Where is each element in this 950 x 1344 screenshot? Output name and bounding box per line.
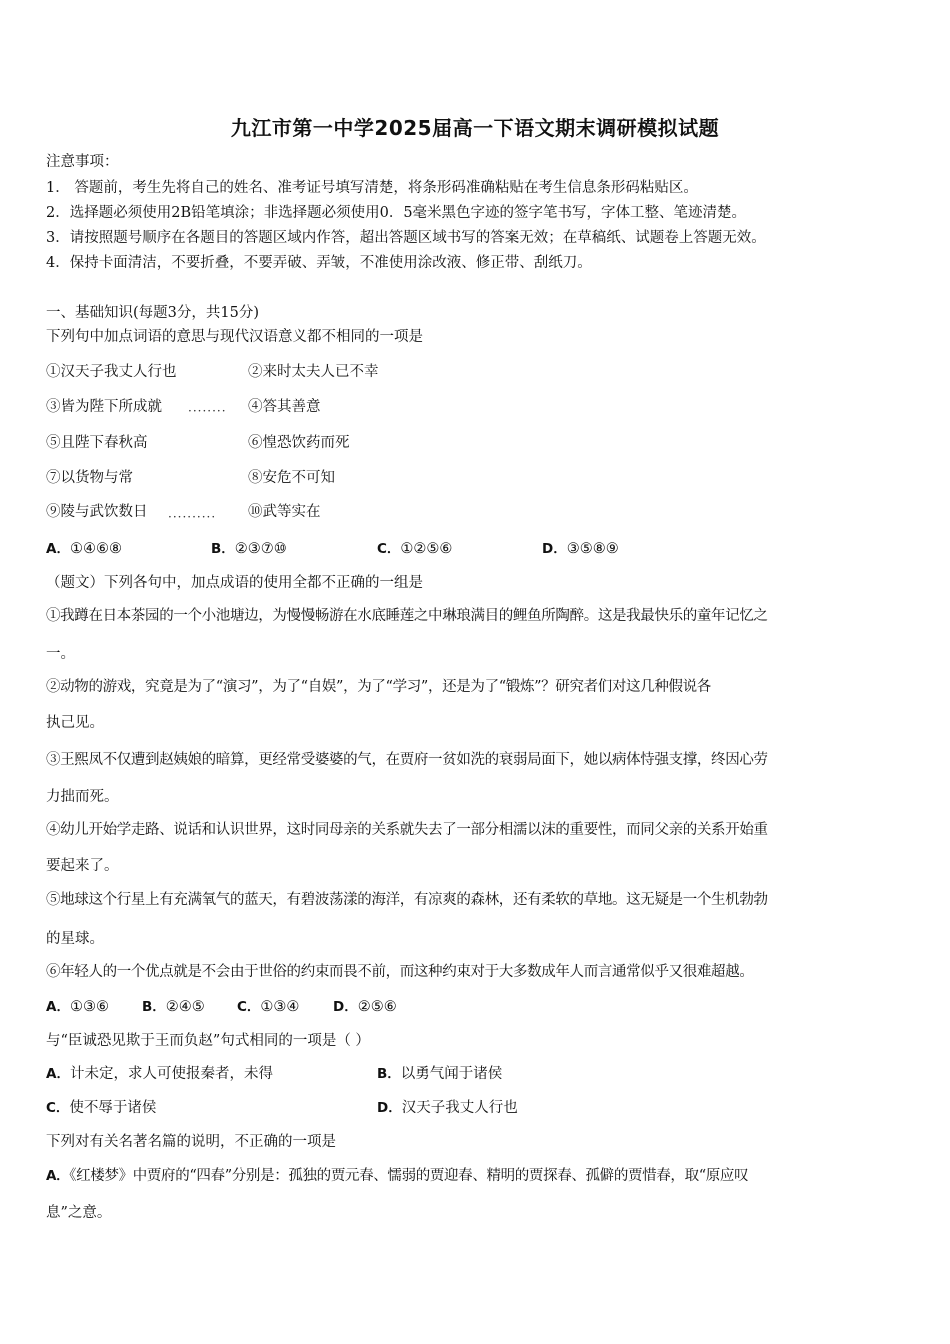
q2-option-c[interactable]: C．①③④ — [237, 999, 300, 1015]
section-heading: 一、基础知识(每题3分，共15分) — [46, 305, 259, 321]
q3-option-c[interactable]: C．使不辱于诸侯 — [46, 1100, 157, 1116]
q1-item: ⑧安危不可知 — [248, 470, 335, 486]
q2-item-cont: 执己见。 — [46, 715, 104, 731]
q1-option-d[interactable]: D．③⑤⑧⑨ — [542, 541, 619, 557]
q2-item-cont: 要起来了。 — [46, 858, 119, 874]
q1-item: ⑩武等实在 — [248, 504, 321, 520]
notice-item: 1． 答题前，考生先将自己的姓名、准考证号填写清楚，将条形码准确粘贴在考生信息条形码粘贴区。 — [46, 180, 698, 196]
q2-item: ②动物的游戏，究竟是为了“演习”，为了“自娱”，为了“学习”，还是为了“锻炼”？研究者们对这几种假说各 — [46, 679, 711, 695]
q1-item: ③皆为陛下所成就 — [46, 399, 162, 415]
q1-item: ⑤且陛下春秋高 — [46, 435, 148, 451]
q2-item: ⑥年轻人的一个优点就是不会由于世俗的约束而畏不前，而这种约束对于大多数成年人而言通常似乎又很难超越。 — [46, 964, 754, 980]
q2-item-cont: 的星球。 — [46, 931, 104, 947]
notice-heading: 注意事项： — [46, 154, 119, 170]
q1-item: ②来时太夫人已不幸 — [248, 364, 379, 380]
q2-option-a[interactable]: A．①③⑥ — [46, 999, 109, 1015]
q2-item: ④幼儿开始学走路、说话和认识世界，这时同母亲的关系就失去了一部分相濡以沫的重要性，而同父亲的关系开始重 — [46, 822, 768, 838]
q1-item: ①汉天子我丈人行也 — [46, 364, 177, 380]
question-1-stem: 下列句中加点词语的意思与现代汉语意义都不相同的一项是 — [46, 329, 423, 345]
q2-item: ③王熙凤不仅遭到赵姨娘的暗算，更经常受婆婆的气，在贾府一贫如洗的衰弱局面下，她以病体恃强支撑，终因心劳 — [46, 752, 768, 768]
emphasis-dots: ········ — [188, 404, 227, 418]
q2-option-d[interactable]: D．②⑤⑥ — [333, 999, 397, 1015]
notice-item: 4．保持卡面清洁，不要折叠，不要弄破、弄皱，不准使用涂改液、修正带、刮纸刀。 — [46, 255, 592, 271]
question-4-stem: 下列对有关名著名篇的说明，不正确的一项是 — [46, 1134, 336, 1150]
q1-item: ⑨陵与武饮数日 — [46, 504, 148, 520]
page-title: 九江市第一中学2025届高一下语文期末调研模拟试题 — [230, 116, 720, 140]
question-3-stem: 与“臣诚恐见欺于王而负赵”句式相同的一项是（ ） — [46, 1033, 370, 1049]
q2-item: ①我蹲在日本茶园的一个小池塘边，为慢慢畅游在水底睡莲之中琳琅满目的鲤鱼所陶醉。这是我最快乐的童年记忆之 — [46, 608, 768, 624]
q4-option-a-cont: 息”之意。 — [46, 1205, 112, 1221]
q1-option-b[interactable]: B．②③⑦⑩ — [211, 541, 287, 557]
q4-option-a[interactable]: A．《红楼梦》中贾府的“四春”分别是：孤独的贾元春、懦弱的贾迎春、精明的贾探春、孤僻的贾惜春，取“原应叹 — [46, 1168, 749, 1184]
q2-item-cont: 一。 — [46, 646, 75, 662]
q2-item-cont: 力拙而死。 — [46, 789, 119, 805]
q3-option-a[interactable]: A．计未定，求人可使报秦者，未得 — [46, 1066, 273, 1082]
q2-option-b[interactable]: B．②④⑤ — [142, 999, 205, 1015]
q3-option-d[interactable]: D．汉天子我丈人行也 — [377, 1100, 518, 1116]
q1-option-c[interactable]: C．①②⑤⑥ — [377, 541, 453, 557]
question-2-stem: （题文）下列各句中，加点成语的使用全都不正确的一组是 — [46, 575, 423, 591]
notice-item: 2．选择题必须使用2B铅笔填涂；非选择题必须使用0．5毫米黑色字迹的签字笔书写，字体工整、笔迹清楚。 — [46, 205, 747, 221]
q1-item: ④答其善意 — [248, 399, 321, 415]
emphasis-dots: ·········· — [168, 510, 217, 524]
q1-option-a[interactable]: A．①④⑥⑧ — [46, 541, 122, 557]
q2-item: ⑤地球这个行星上有充满氧气的蓝天，有碧波荡漾的海洋，有凉爽的森林，还有柔软的草地。这无疑是一个生机勃勃 — [46, 892, 768, 908]
notice-item: 3．请按照题号顺序在各题目的答题区域内作答，超出答题区域书写的答案无效；在草稿纸、试题卷上答题无效。 — [46, 230, 766, 246]
q1-item: ⑥惶恐饮药而死 — [248, 435, 350, 451]
q3-option-b[interactable]: B．以勇气闻于诸侯 — [377, 1066, 503, 1082]
q1-item: ⑦以货物与常 — [46, 470, 133, 486]
